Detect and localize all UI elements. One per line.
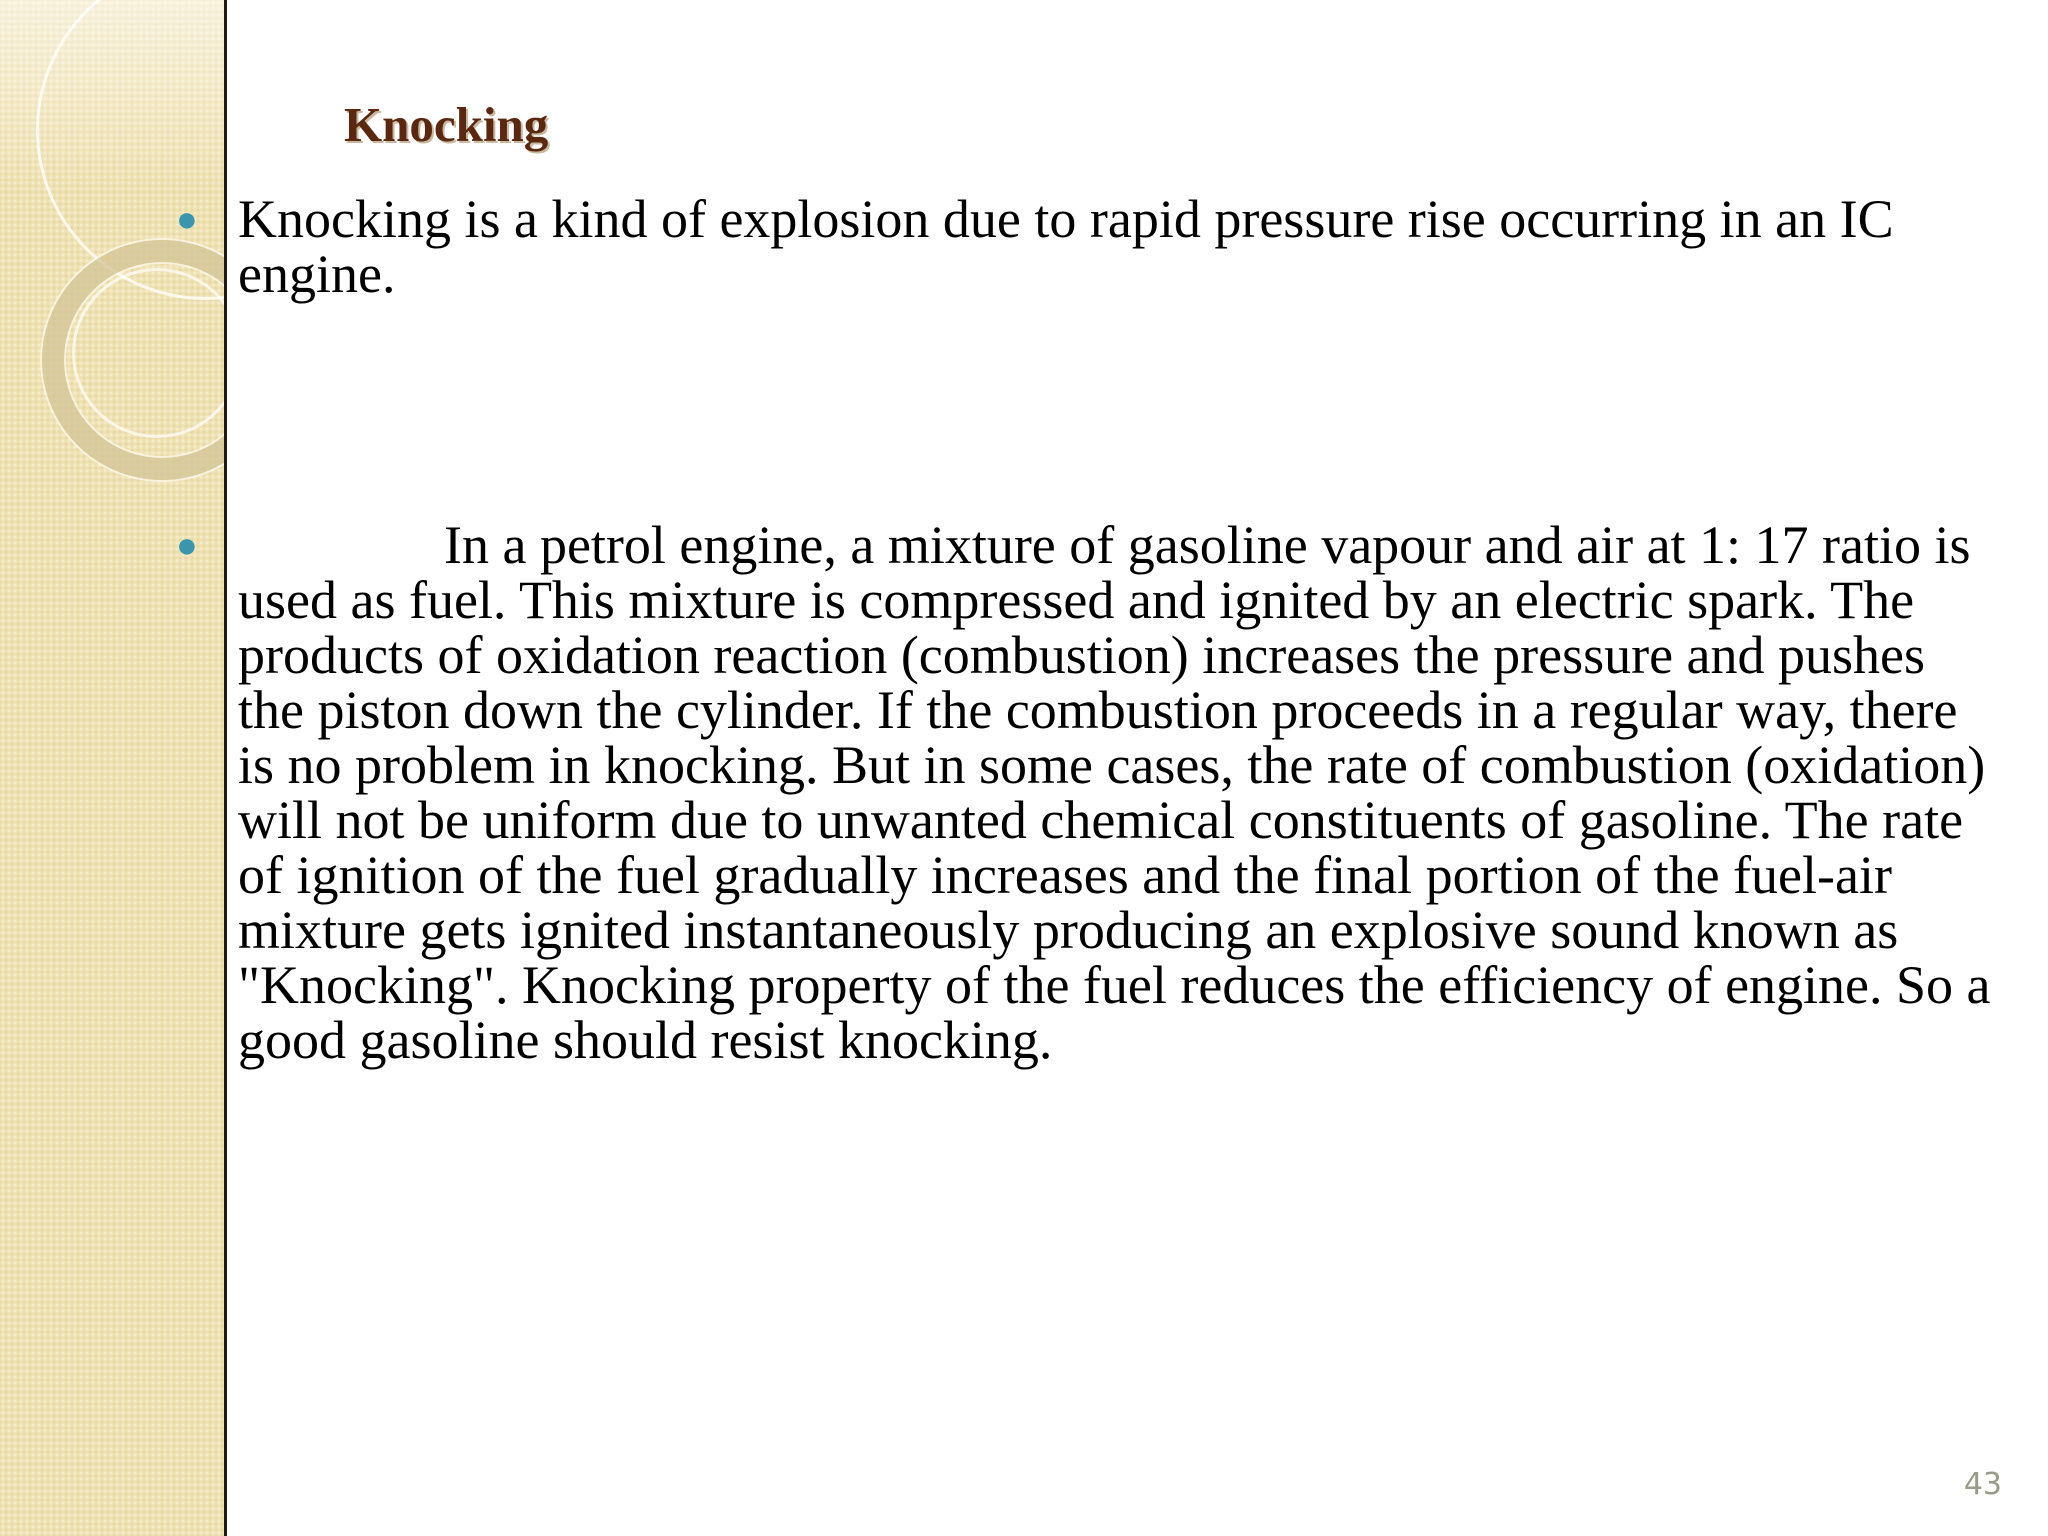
bullet-item: [176, 189, 1998, 304]
sidebar-divider: [224, 0, 227, 1536]
bullet-dot-icon: ●: [176, 525, 198, 565]
bullet-text: Knocking is a kind of explosion due to rapid pressure rise occurring in an IC engine.: [238, 189, 1894, 304]
bullet-dot-icon: ●: [176, 199, 198, 239]
bullet-item: [176, 515, 1998, 1070]
slide-title: Knocking: [344, 97, 549, 152]
bullet-list: [176, 189, 1998, 1070]
page-number: 43: [1963, 1467, 2002, 1502]
bullet-text: In a petrol engine, a mixture of gasoline vapour and air at 1: 17 ratio is used as fuel. This mixture is compressed and ignited by an electric spark. The products of oxidation reaction (combustion) increases the pressure and pushes the piston down the cylinder. If the combustion proceeds in a regular way, there is no problem in knocking. But in some cases, the rate of combustion (oxidation) will not be uniform due to unwanted chemical constituents of gasoline. The rate of ignition of the fuel gradually increases and the final portion of the fuel-air mixture gets ignited instantaneously producing an explosive sound known as "Knocking". Knocking property of the fuel reduces the efficiency of engine. So a good gasoline should resist knocking.: [238, 515, 1991, 1070]
